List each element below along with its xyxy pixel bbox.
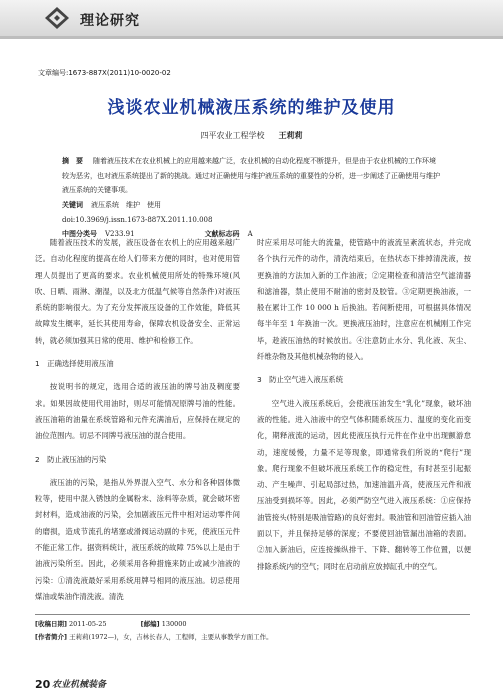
section-heading: 理论研究 (80, 13, 140, 29)
doc-code-value: A (247, 230, 253, 238)
received-row (35, 618, 273, 631)
header-divider (0, 36, 503, 39)
footnote-block (35, 618, 273, 644)
abstract-text: 随着液压技术在农业机械上的应用越来越广泛，农业机械的自动化程度不断提升，但是由于农业机械的工作环境较为恶劣，也对液压系统提出了新的挑战。通过对正确使用与维护液压系统的重要性的分析，进一步阐述了正确使用与维护液压系统的关键事项。 (62, 157, 440, 195)
clc-value: V233.91 (105, 230, 135, 238)
article-number: 文章编号:1673-887X(2011)10-0020-02 (38, 69, 171, 77)
doc-code-label: 文献标志码 (204, 230, 240, 238)
intro-paragraph: 随着液压技术的发展，液压设备在农机上的应用越来越广泛。自动化程度的提高在给人们带来方便的同时，也对使用管理人员提出了更高的要求。农业机械使用所处的特殊环境(风吹、日晒、雨淋、潮湿，以及北方低温气候等自然条件)对液压系统的影响很大。为了充分发挥液压设备的工作效能，降低其故障发生概率，延长其使用寿命，保障农机设备安全、正常运转，就必须加强其日常的使用、维护和检修工作。 (35, 238, 240, 345)
section-logo-icon (44, 6, 70, 30)
keywords-row (62, 198, 253, 213)
author-bio-row (35, 631, 273, 644)
section-heading-3: 3 防止空气进入液压系统 (257, 375, 344, 385)
clc-label: 中图分类号 (62, 230, 97, 238)
footer-divider (35, 614, 470, 615)
page-number: 20 (35, 678, 51, 691)
received-date: 2011-05-25 (69, 620, 107, 628)
section-3-paragraph: 空气进入液压系统后，会使液压油发生“乳化”现象，破坏油液的性能。进入油液中的空气体积随系统压力、温度的变化而变化，期释液流的运动，因此使液压执行元件在作业中出现颤游怠动，速度缓慢，力量不足等现象，即通常我们所说的“爬行”现象。爬行现象不但破坏液压系统工作的稳定性，有时甚至引起振动、产生噪声、引起局部过热，加速油温升高，使液压元件和液压油受到损坏等。因此，必须严防空气进入液压系统：①应保持油管接头(特别是吸油管路)的良好密封。吸油管和回油管应插入油面以下，并且保持足够的深度；不要使回油管漏出油箱的表面。②加入新油后，应连接操纵排干、下降、翻转等工作位置，以便排除系统内的空气；同时在启动前应放掉缸孔中的空气。 (257, 398, 471, 571)
doi-row: doi:10.3969/j.issn.1673-887X.2011.10.008 (62, 215, 213, 224)
section-heading-1: 1 正确选择使用液压油 (35, 359, 114, 369)
section-2-paragraph-continued: 时应采用尽可能大的流量，使管路中的液流呈紊流状态，并完成各个执行元件的动作，清洗结束后，在热状态下排掉清洗液，按更换油的方法加入新的工作油液；②定期检查和清洁空气滤清器和滤油器，禁止使用不耐油的密封及胶管。③定期更换油液，一般在累计工作 10 000 h 后换油。若间断使用，可根据具体情况每半年至 1 年换油一次。更换液压油时，注意应在机械刚工作完毕，趁液压油热的时候放出。④注意防止水分、乳化液、灰尘、纤维杂物及其他机械杂物的侵入。 (257, 238, 471, 362)
received-label: [收稿日期] (35, 620, 67, 628)
author-affiliation: 四平农业工程学校 (200, 131, 265, 140)
journal-name: 农业机械装备 (52, 680, 107, 690)
author-bio-label: [作者简介] (35, 633, 67, 641)
keywords-label: 关键词 (62, 201, 83, 209)
author-bio-text: 王莉莉(1972—)，女，吉林长春人，工程师，主要从事教学方面工作。 (69, 633, 273, 641)
abstract-label: 摘 要 (62, 157, 83, 165)
body-column-right (257, 235, 471, 575)
body-column-left (35, 235, 240, 605)
author-name: 王莉莉 (278, 131, 303, 140)
postcode-label: [邮编] (140, 620, 160, 628)
article-title: 浅谈农业机械液压系统的维护及使用 (107, 98, 396, 118)
section-heading-2: 2 防止液压油的污染 (35, 454, 107, 464)
abstract-block (62, 154, 442, 198)
keywords-text: 液压系统 维护 使用 (91, 201, 161, 209)
postcode-value: 130000 (161, 620, 187, 628)
section-2-paragraph: 液压油的污染，是指从外界混入空气、水分和各种固体微粒等，使用中混入锈蚀的金属粉末、涂料等杂质，就会破坏密封材料，造成油液的污染，会加剧液压元件中相对运动零件间的磨损，造成节流孔的堵塞或滑阀运动副的卡死，使液压元件不能正常工作。据资料统计，液压系统的故障 75%以上是由于油液污染所至。因此，必须采用各种措施来防止或减少油液的污染：①清洗液最好采用系统用牌号相同的液压油。切忌使用煤油或柴油作清洗液。清洗 (35, 477, 240, 601)
author-line (0, 130, 503, 141)
header-band (0, 0, 503, 36)
section-1-paragraph: 按说明书的规定，选用合适的液压油的牌号油及稠度要求。如果因故使用代用油时，则尽可能情况原牌号油的性能。液压油箱的油量在系统管路和元件充满油后，应保持在规定的油位范围内。切忌不同牌号液压油的混合使用。 (35, 382, 240, 441)
